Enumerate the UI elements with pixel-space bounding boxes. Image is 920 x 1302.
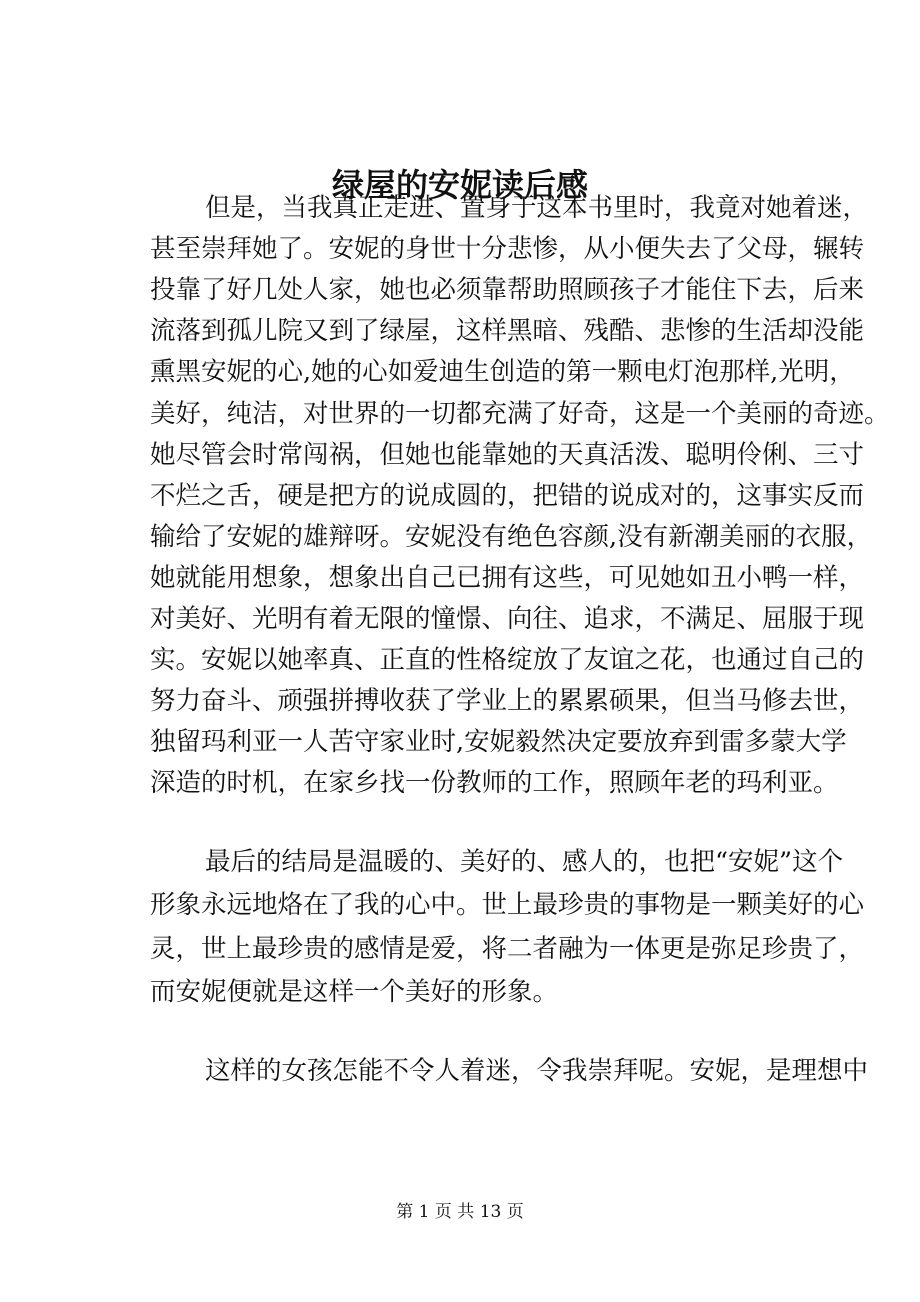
paragraph-1-line: 输给了安妮的雄辩呀。安妮没有绝色容颜,没有新潮美丽的衣服， [150,522,873,552]
paragraph-1-line: 但是，当我真正走进、置身于这本书里时，我竟对她着迷， [205,193,869,223]
paragraph-2-line: 灵，世上最珍贵的感情是爱，将二者融为一体更是弥足珍贵了， [150,934,865,964]
paragraph-1-line: 独留玛利亚一人苦守家业时,安妮毅然决定要放弃到雷多蒙大学 [150,727,847,757]
page-footer: 第 1 页 共 13 页 [396,1202,524,1222]
paragraph-3-line: 这样的女孩怎能不令人着迷，令我崇拜呢。安妮，是理想中 [205,1056,869,1086]
paragraph-1-line: 流落到孤儿院又到了绿屋，这样黑暗、残酷、悲惨的生活却没能 [150,316,865,346]
paragraph-2-line: 形象永远地烙在了我的心中。世上最珍贵的事物是一颗美好的心 [150,890,865,920]
paragraph-1-line: 深造的时机，在家乡找一份教师的工作，照顾年老的玛利亚。 [150,768,839,798]
document-title: 绿屋的安妮读后感 [331,166,588,204]
paragraph-1-line: 实。安妮以她率真、正直的性格绽放了友谊之花，也通过自己的 [150,645,865,675]
paragraph-1-line: 不烂之舌，硬是把方的说成圆的，把错的说成对的，这事实反而 [150,481,865,511]
paragraph-1-line: 熏黑安妮的心,她的心如爱迪生创造的第一颗电灯泡那样,光明， [150,357,855,387]
paragraph-2-line: 最后的结局是温暖的、美好的、感人的，也把“安妮”这个 [205,847,844,877]
paragraph-2-line: 而安妮便就是这样一个美好的形象。 [150,977,559,1007]
paragraph-1-line: 她就能用想象，想象出自己已拥有这些，可见她如丑小鸭一样， [150,563,865,593]
paragraph-1-line: 甚至崇拜她了。安妮的身世十分悲惨，从小便失去了父母，辗转 [150,234,865,264]
paragraph-1-line: 努力奋斗、顽强拼搏收获了学业上的累累硕果，但当马修去世， [150,686,865,716]
paragraph-1-line: 美好，纯洁，对世界的一切都充满了好奇，这是一个美丽的奇迹。 [150,399,890,429]
paragraph-1-line: 对美好、光明有着无限的憧憬、向往、追求，不满足、屈服于现 [150,604,865,634]
paragraph-1-line: 她尽管会时常闯祸，但她也能靠她的天真活泼、聪明伶俐、三寸 [150,440,865,470]
paragraph-1-line: 投靠了好几处人家，她也必须靠帮助照顾孩子才能住下去，后来 [150,275,865,305]
